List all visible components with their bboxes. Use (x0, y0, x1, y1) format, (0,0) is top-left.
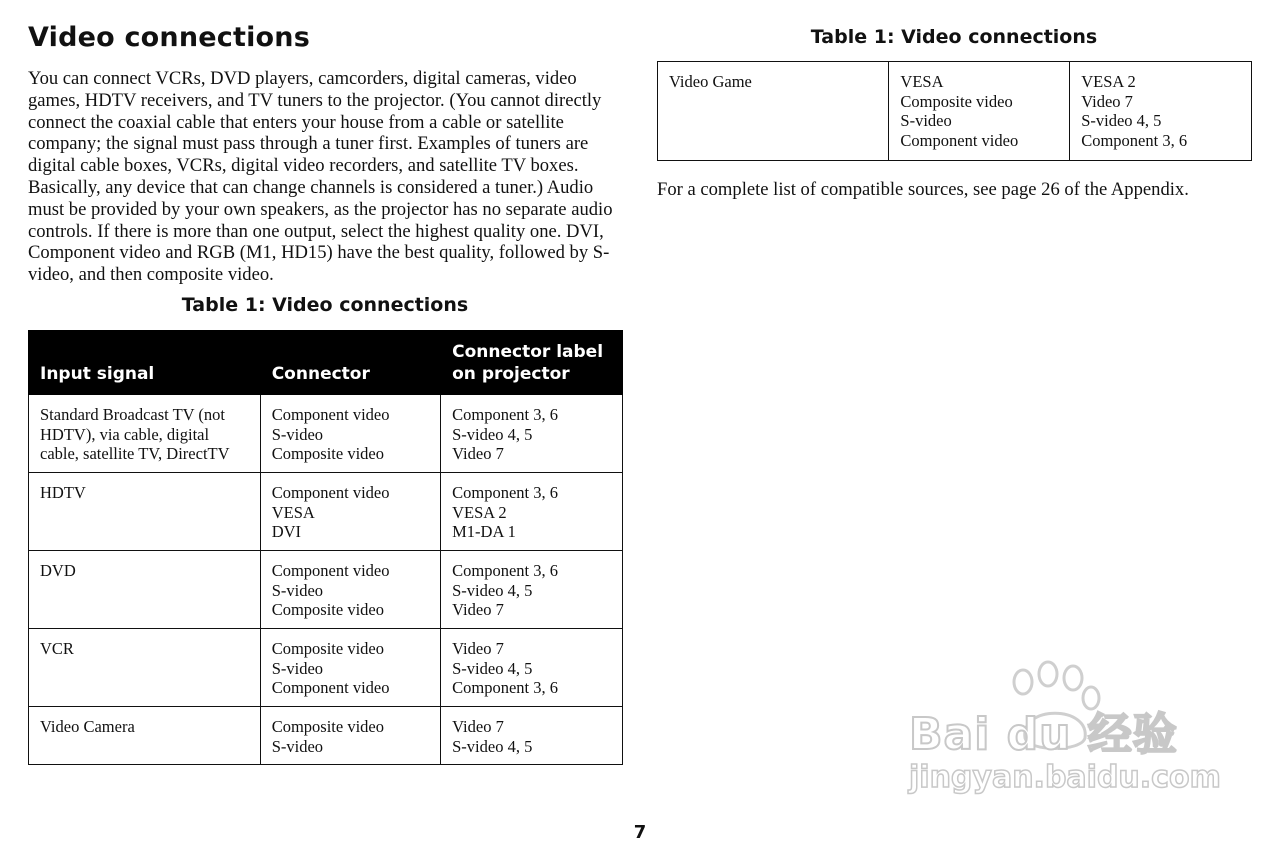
watermark (905, 660, 1221, 805)
cell-label: VESA 2 Video 7 S-video 4, 5 Component 3, 6 (1070, 62, 1252, 161)
watermark-url: jingyan.baidu.com (909, 760, 1221, 795)
page-number: 7 (633, 822, 647, 843)
video-connections-table-continued (657, 61, 1252, 161)
table-row (29, 395, 623, 473)
table-row (29, 551, 623, 629)
cell-input: Video Game (658, 62, 889, 161)
cell-connector: Component video S-video Composite video (260, 395, 440, 473)
video-connections-table (28, 330, 623, 765)
cell-label: Video 7 S-video 4, 5 Component 3, 6 (441, 629, 623, 707)
cell-connector: Composite video S-video (260, 707, 440, 765)
table-caption: Table 1: Video connections (181, 294, 469, 316)
table-row (29, 707, 623, 765)
header-input-signal: Input signal (29, 331, 261, 395)
cell-connector: VESA Composite video S-video Component video (889, 62, 1070, 161)
cell-connector: Component video VESA DVI (260, 473, 440, 551)
table-caption-continued: Table 1: Video connections (810, 26, 1098, 48)
cell-label: Component 3, 6 S-video 4, 5 Video 7 (441, 551, 623, 629)
table-row (658, 62, 1252, 161)
cell-input: Video Camera (29, 707, 261, 765)
table-row (29, 629, 623, 707)
cell-connector: Component video S-video Composite video (260, 551, 440, 629)
watermark-brand: Bai du 经验 (909, 709, 1178, 760)
header-connector: Connector (260, 331, 440, 395)
section-heading: Video connections (28, 22, 310, 53)
cell-input: HDTV (29, 473, 261, 551)
table-row (29, 473, 623, 551)
cell-connector: Composite video S-video Component video (260, 629, 440, 707)
cell-input: Standard Broadcast TV (not HDTV), via cable, digital cable, satellite TV, DirectTV (29, 395, 261, 473)
cell-label: Component 3, 6 VESA 2 M1-DA 1 (441, 473, 623, 551)
table-header-row (29, 331, 623, 395)
header-connector-label: Connector label on projector (441, 331, 623, 395)
cell-input: VCR (29, 629, 261, 707)
footnote: For a complete list of compatible sources, see page 26 of the Appendix. (657, 179, 1189, 200)
intro-paragraph: You can connect VCRs, DVD players, camcorders, digital cameras, video games, HDTV receivers, and TV tuners to the projector. (You cannot directly connect the coaxial cable that enters your house from a cable or satellite company; the signal must pass through a tuner first. Examples of tuners are digital cable boxes, VCRs, digital video recorders, and satellite TV boxes. Basically, any device that can change channels is considered a tuner.) Audio must be provided by your own speakers, as the projector has no separate audio controls. If there is more than one output, select the highest quality one. DVI, Component video and RGB (M1, HD15) have the best quality, followed by S-video, and then composite video. (28, 68, 613, 286)
cell-label: Video 7 S-video 4, 5 (441, 707, 623, 765)
cell-input: DVD (29, 551, 261, 629)
cell-label: Component 3, 6 S-video 4, 5 Video 7 (441, 395, 623, 473)
